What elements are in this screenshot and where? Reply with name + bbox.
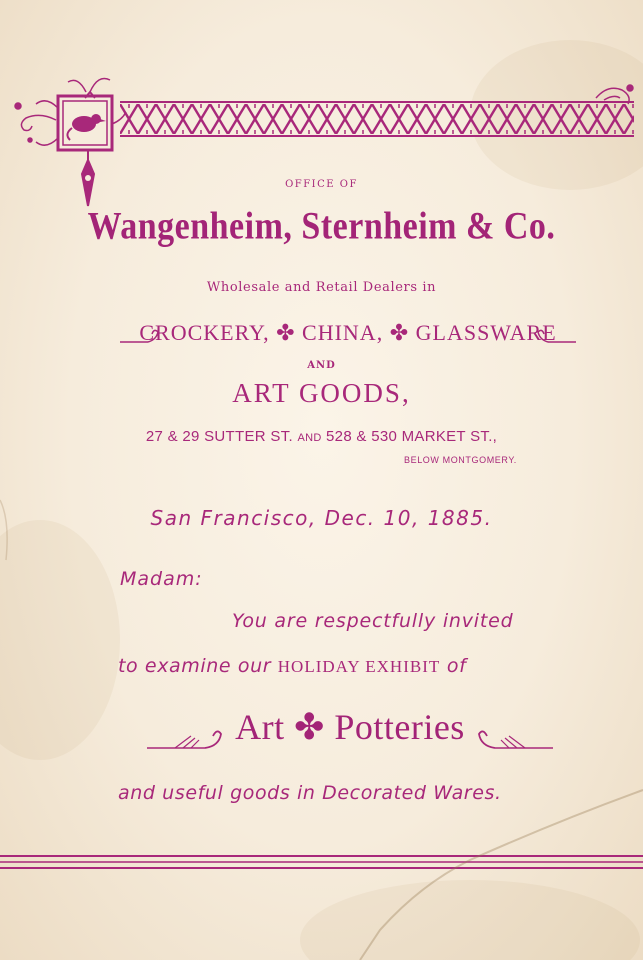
holiday-exhibit: HOLIDAY EXHIBIT [277,657,441,676]
office-label: OFFICE OF [285,179,358,190]
firm-name: Wangenheim, Sternheim & Co. [87,205,556,248]
letter-date: San Francisco, Dec. 10, 1885. [150,506,493,530]
address-market: 528 & 530 MARKET ST., [326,428,498,445]
art-potteries-heading: Art ✤ Potteries [235,707,465,747]
wares-line: CROCKERY, ✤ CHINA, ✤ GLASSWARE [139,320,557,345]
invite-line-1: You are respectfully invited [232,610,514,632]
address-below: BELOW MONTGOMERY. [404,455,517,465]
invite-line-2-end: of [446,655,467,677]
closing-line: and useful goods in Decorated Wares. [118,782,502,804]
invite-line-2-start: to examine our [118,655,272,677]
address-sutter: 27 & 29 SUTTER ST. [145,428,293,445]
and-label: AND [307,360,336,371]
address-and: AND [297,432,322,444]
salutation: Madam: [120,568,203,590]
art-goods-heading: ART GOODS, [232,378,411,408]
dealers-line: Wholesale and Retail Dealers in [206,280,437,295]
